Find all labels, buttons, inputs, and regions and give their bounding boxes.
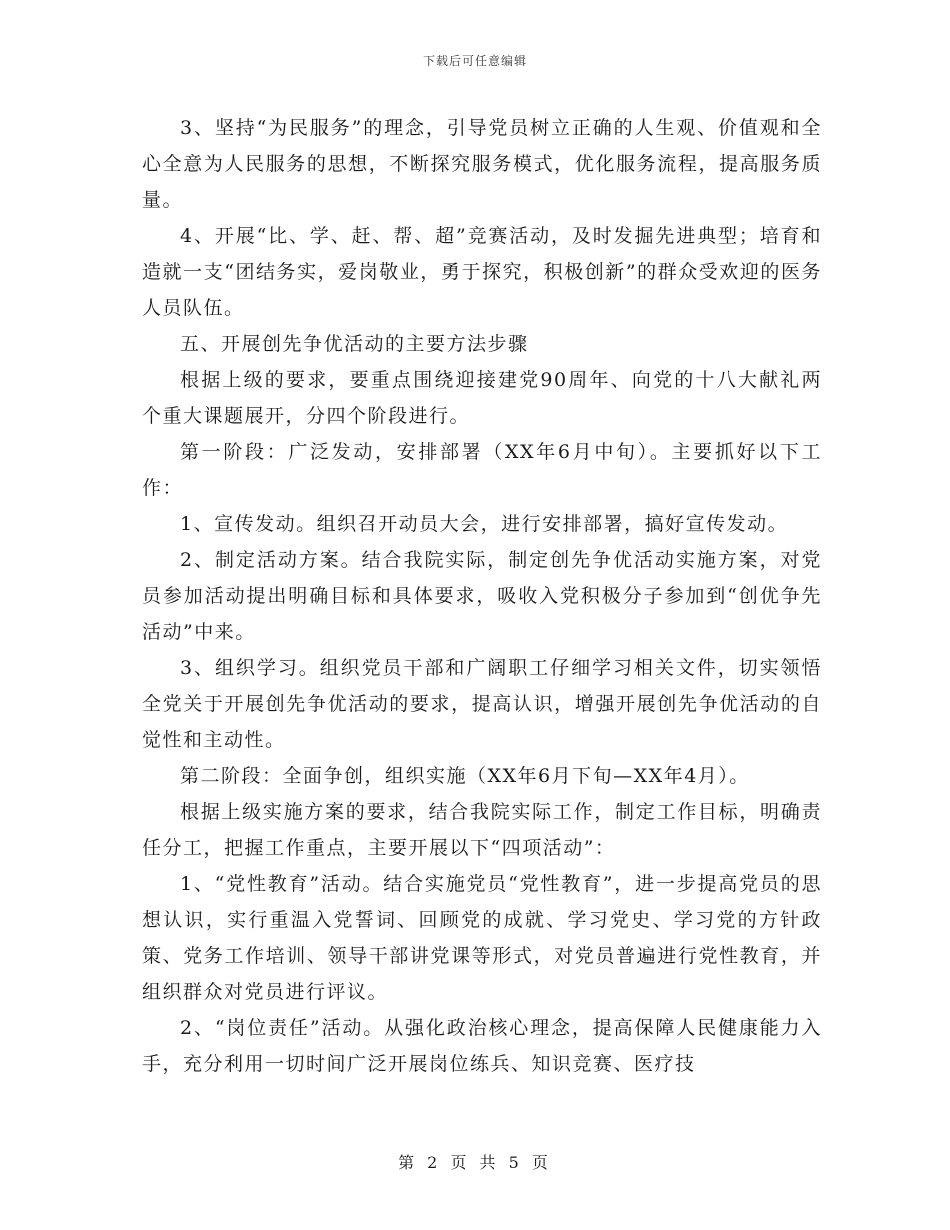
paragraph-11: 1、“党性教育”活动。结合实施党员“党性教育”，进一步提高党员的思想认识，实行重温入党誓词、回顾党的成就、学习党史、学习党的方针政策、党务工作培训、领导干部讲党课等形式，对党员普遍进行党性教育，并组织群众对党员进行评议。 [142,873,822,1003]
paragraph-2: 4、开展“比、学、赶、帮、超”竞赛活动，及时发掘先进典型；培育和造就一支“团结务实，爱岗敬业，勇于探究，积极创新”的群众受欢迎的医务人员队伍。 [142,225,822,319]
paragraph-8: 3、组织学习。组织党员干部和广阔职工仔细学习相关文件，切实领悟全党关于开展创先争优活动的要求，提高认识，增强开展创先争优活动的自觉性和主动性。 [142,657,822,751]
stage-one-heading: 第一阶段：广泛发动，安排部署（XX年6月中旬）。主要抓好以下工作： [142,441,822,499]
page-header: 下载后可任意编辑 [422,54,527,68]
section-heading: 五、开展创先争优活动的主要方法步骤 [180,333,529,355]
page-number: 第 2 页 共 5 页 [398,1153,552,1172]
paragraph-10: 根据上级实施方案的要求，结合我院实际工作，制定工作目标，明确责任分工，把握工作重点，主要开展以下“四项活动”： [142,801,822,859]
paragraph-7: 2、制定活动方案。结合我院实际，制定创先争优活动实施方案，对党员参加活动提出明确目标和具体要求，吸收入党积极分子参加到“创优争先活动”中来。 [142,549,822,643]
stage-two-heading: 第二阶段：全面争创，组织实施（XX年6月下旬—XX年4月）。 [180,765,750,787]
document-body [142,110,822,1082]
paragraph-12: 2、“岗位责任”活动。从强化政治核心理念，提高保障人民健康能力入手，充分利用一切时间广泛开展岗位练兵、知识竞赛、医疗技 [142,1017,822,1075]
paragraph-1: 3、坚持“为民服务”的理念，引导党员树立正确的人生观、价值观和全心全意为人民服务的思想，不断探究服务模式，优化服务流程，提高服务质量。 [142,117,822,211]
paragraph-4: 根据上级的要求，要重点围绕迎接建党90周年、向党的十八大献礼两个重大课题展开，分四个阶段进行。 [142,369,822,427]
paragraph-6: 1、宣传发动。组织召开动员大会，进行安排部署，搞好宣传发动。 [180,513,789,535]
